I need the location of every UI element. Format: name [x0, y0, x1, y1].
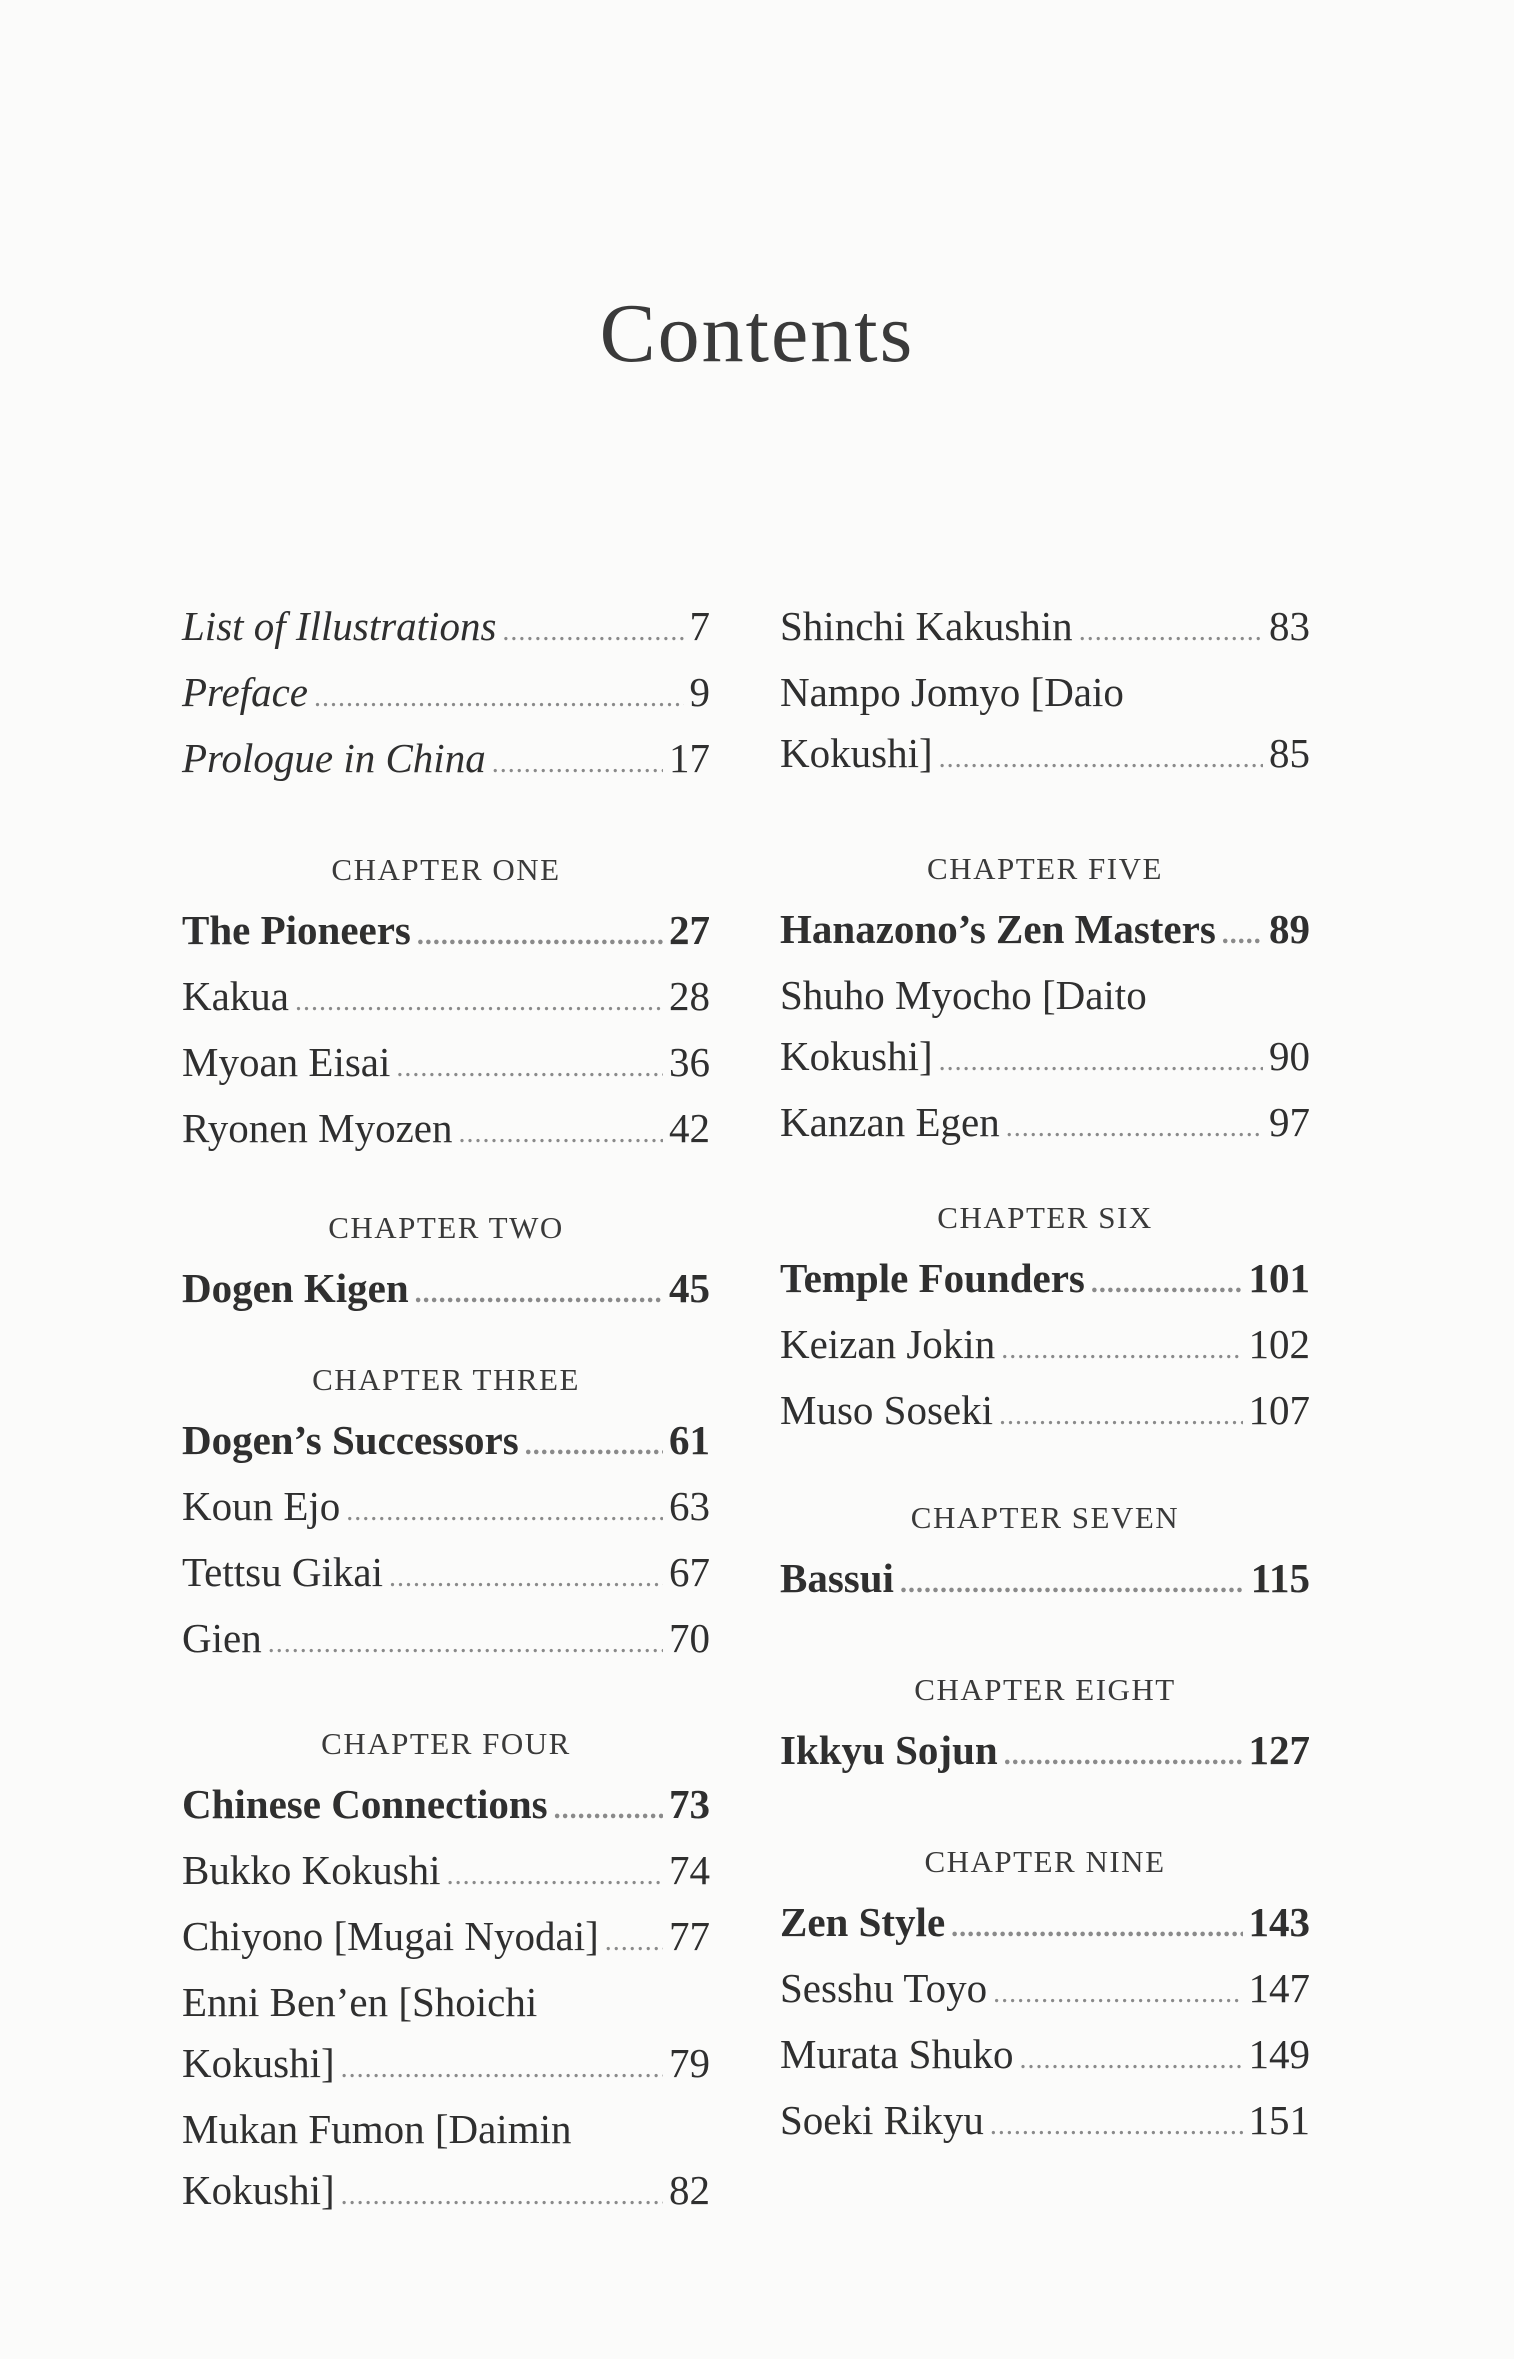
chapter-heading: CHAPTER FIVE — [927, 851, 1163, 886]
toc-entry[interactable]: Preface ..... 9 — [182, 662, 710, 728]
toc-entry[interactable]: Dogen Kigen ..... 45 — [182, 1258, 710, 1324]
leader-dots — [939, 1031, 1263, 1092]
toc-entry[interactable]: Soeki Rikyu ..... 151 — [780, 2090, 1310, 2156]
leader-dots — [951, 1897, 1242, 1958]
leader-dots — [492, 733, 663, 794]
toc-left-column — [182, 596, 710, 2270]
leader-dots — [447, 1845, 663, 1906]
toc-entry[interactable]: Keizan Jokin ..... 102 — [780, 1314, 1310, 1380]
chapter-heading: CHAPTER EIGHT — [914, 1672, 1176, 1707]
toc-entry[interactable]: Murata Shuko ..... 149 — [780, 2024, 1310, 2090]
toc-entry[interactable]: Koun Ejo ..... 63 — [182, 1476, 710, 1542]
leader-dots — [999, 1385, 1242, 1446]
leader-dots — [525, 1415, 663, 1476]
toc-entry[interactable]: Kakua ..... 28 — [182, 966, 710, 1032]
chapter-heading: CHAPTER SIX — [937, 1200, 1153, 1235]
leader-dots — [900, 1553, 1245, 1614]
leader-dots — [314, 667, 684, 728]
toc-entry[interactable]: Muso Soseki ..... 107 — [780, 1380, 1310, 1446]
chapter-section — [182, 1360, 710, 1674]
chapter-section — [780, 849, 1310, 1158]
leader-dots — [415, 1263, 663, 1324]
toc-entry[interactable]: Ryonen Myozen ..... 42 — [182, 1098, 710, 1164]
leader-dots — [502, 601, 683, 662]
front-matter — [182, 596, 710, 794]
chapter-section — [780, 1498, 1310, 1614]
toc-entry[interactable]: Bukko Kokushi ..... 74 — [182, 1840, 710, 1906]
toc-entry[interactable]: Chiyono [Mugai Nyodai] ..... 77 — [182, 1906, 710, 1972]
leader-dots — [993, 1963, 1242, 2024]
leader-dots — [341, 2038, 663, 2099]
toc-entry[interactable]: Shuho Myocho [Daito Kokushi] ..... 90 — [780, 965, 1310, 1092]
toc-entry[interactable]: Bassui ..... 115 — [780, 1548, 1310, 1614]
leader-dots — [1004, 1725, 1243, 1786]
leader-dots — [605, 1911, 663, 1972]
chapter-heading: CHAPTER THREE — [312, 1362, 580, 1397]
leader-dots — [554, 1779, 663, 1840]
toc-entry[interactable]: Zen Style ..... 143 — [780, 1892, 1310, 1958]
chapter-section — [182, 1724, 710, 2226]
chapter-heading: CHAPTER NINE — [924, 1844, 1166, 1879]
leader-dots — [396, 1037, 663, 1098]
toc-entry[interactable]: Chinese Connections ..... 73 — [182, 1774, 710, 1840]
leader-dots — [341, 2165, 663, 2226]
chapter-heading: CHAPTER SEVEN — [910, 1500, 1180, 1535]
front-continued — [780, 596, 1310, 789]
toc-entry[interactable]: Temple Founders ..... 101 — [780, 1248, 1310, 1314]
leader-dots — [1222, 904, 1263, 965]
toc-entry[interactable]: List of Illustrations ..... 7 — [182, 596, 710, 662]
chapter-section — [780, 1198, 1310, 1446]
leader-dots — [1091, 1253, 1243, 1314]
toc-entry[interactable]: Sesshu Toyo ..... 147 — [780, 1958, 1310, 2024]
leader-dots — [1079, 601, 1263, 662]
toc-entry[interactable]: Ikkyu Sojun ..... 127 — [780, 1720, 1310, 1786]
chapter-section — [780, 1670, 1310, 1786]
chapter-section — [780, 1842, 1310, 2156]
leader-dots — [417, 905, 663, 966]
leader-dots — [459, 1103, 663, 1164]
leader-dots — [990, 2095, 1243, 2156]
toc-entry[interactable]: Gien ..... 70 — [182, 1608, 710, 1674]
leader-dots — [346, 1481, 663, 1542]
chapter-heading: CHAPTER TWO — [328, 1210, 564, 1245]
toc-entry[interactable]: Kanzan Egen ..... 97 — [780, 1092, 1310, 1158]
leader-dots — [1019, 2029, 1242, 2090]
chapter-heading: CHAPTER ONE — [331, 852, 561, 887]
chapter-heading: CHAPTER FOUR — [321, 1726, 571, 1761]
leader-dots — [389, 1547, 663, 1608]
toc-entry[interactable]: Prologue in China ..... 17 — [182, 728, 710, 794]
leader-dots — [268, 1613, 663, 1674]
leader-dots — [939, 728, 1263, 789]
leader-dots — [1006, 1097, 1263, 1158]
leader-dots — [1001, 1319, 1242, 1380]
toc-entry[interactable]: Myoan Eisai ..... 36 — [182, 1032, 710, 1098]
page-title: Contents — [599, 287, 915, 380]
toc-entry[interactable]: Tettsu Gikai ..... 67 — [182, 1542, 710, 1608]
chapter-section — [182, 850, 710, 1164]
toc-entry[interactable]: Dogen’s Successors ..... 61 — [182, 1410, 710, 1476]
toc-entry[interactable]: Shinchi Kakushin ..... 83 — [780, 596, 1310, 662]
toc-entry[interactable]: Mukan Fumon [Daimin Kokushi] ..... 82 — [182, 2099, 710, 2226]
toc-entry[interactable]: Hanazono’s Zen Masters ..... 89 — [780, 899, 1310, 965]
toc-right-column — [780, 596, 1310, 2200]
toc-entry[interactable]: The Pioneers ..... 27 — [182, 900, 710, 966]
toc-entry[interactable]: Enni Ben’en [Shoichi Kokushi] ..... 79 — [182, 1972, 710, 2099]
toc-entry[interactable]: Nampo Jomyo [Daio Kokushi] ..... 85 — [780, 662, 1310, 789]
chapter-section — [182, 1208, 710, 1324]
leader-dots — [295, 971, 663, 1032]
